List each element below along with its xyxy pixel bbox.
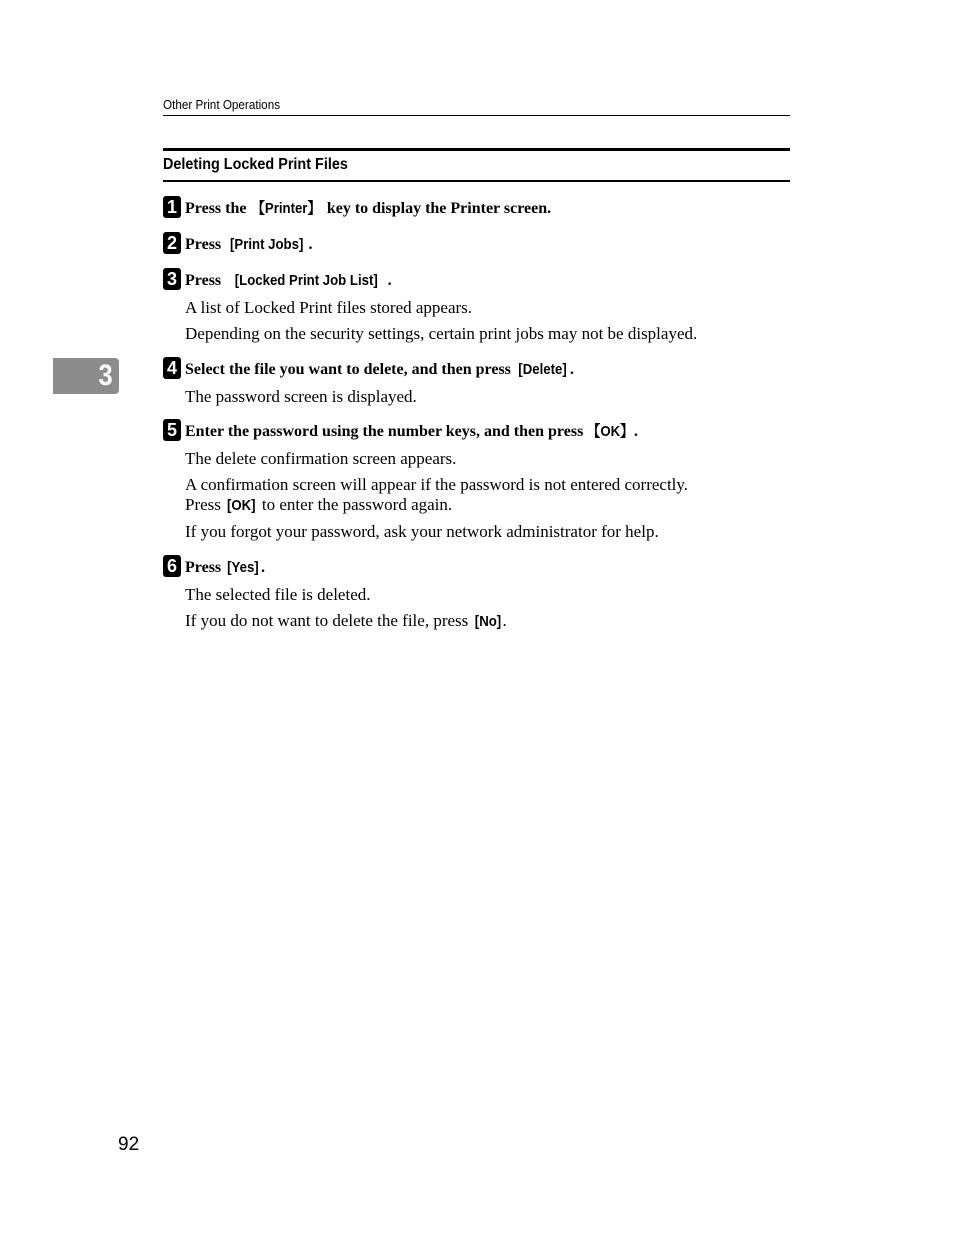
step-5 (163, 419, 803, 542)
instruction-text: . (387, 272, 392, 289)
step-instruction (185, 555, 803, 579)
step-1 (163, 196, 803, 220)
step-instruction (185, 419, 803, 443)
page-number: 92 (118, 1134, 140, 1155)
locked-print-job-list-key: [Locked Print Job List] (234, 272, 378, 289)
section-title-text: Deleting Locked Print Files (163, 156, 348, 173)
running-head (163, 96, 790, 116)
note-text: . (502, 611, 507, 630)
step-note (185, 475, 803, 516)
instruction-text: . (569, 361, 574, 378)
instruction-text: Press the (185, 200, 251, 217)
step-note: A list of Locked Print files stored appears. (185, 298, 473, 317)
note-text: to enter the password again. (257, 495, 453, 514)
step-note: The delete confirmation screen appears. (185, 449, 457, 468)
step-2 (163, 232, 803, 256)
ok-key: 【OK】 (587, 423, 634, 440)
note-text: A confirmation screen will appear if the password is not entered correctly. (185, 475, 689, 494)
step-number-badge: 1 (163, 196, 181, 218)
instruction-text: Press (185, 236, 226, 253)
note-text: If you do not want to delete the file, press (185, 611, 473, 630)
step-note (185, 611, 803, 632)
printer-key: 【Printer】 (252, 200, 322, 217)
step-number-badge: 2 (163, 232, 181, 254)
step-note: The selected file is deleted. (185, 585, 371, 604)
delete-key: [Delete] (518, 361, 567, 378)
instruction-text: . (261, 559, 265, 576)
running-head-text: Other Print Operations (163, 97, 281, 112)
no-key: [No] (474, 613, 501, 630)
step-note: If you forgot your password, ask your network administrator for help. (185, 522, 659, 541)
step-number-badge: 3 (163, 268, 181, 290)
step-instruction (185, 357, 803, 381)
instruction-text: Press (185, 272, 226, 289)
section-title (163, 148, 790, 182)
instruction-text: Press (185, 559, 226, 576)
step-6 (163, 555, 803, 632)
instruction-text: Select the file you want to delete, and then press (185, 361, 515, 378)
yes-key: [Yes] (227, 559, 259, 576)
note-text: Press (185, 495, 226, 514)
step-instruction (185, 268, 803, 292)
ok-button-label: [OK] (227, 497, 256, 514)
step-number-badge: 4 (163, 357, 181, 379)
step-instruction (185, 196, 803, 220)
instruction-text: Enter the password using the number keys, and then press (185, 423, 588, 440)
step-3 (163, 268, 803, 344)
instruction-text: key to display the Printer screen. (322, 200, 552, 217)
step-note: The password screen is displayed. (185, 387, 417, 406)
chapter-tab (53, 358, 119, 394)
instruction-text: . (308, 236, 313, 253)
step-instruction (185, 232, 803, 256)
step-note: Depending on the security settings, certain print jobs may not be displayed. (185, 324, 698, 343)
step-4 (163, 357, 803, 407)
print-jobs-key: [Print Jobs] (230, 236, 304, 253)
step-number-badge: 6 (163, 555, 181, 577)
instruction-text: . (633, 423, 638, 440)
chapter-number: 3 (98, 359, 113, 392)
step-number-badge: 5 (163, 419, 181, 441)
